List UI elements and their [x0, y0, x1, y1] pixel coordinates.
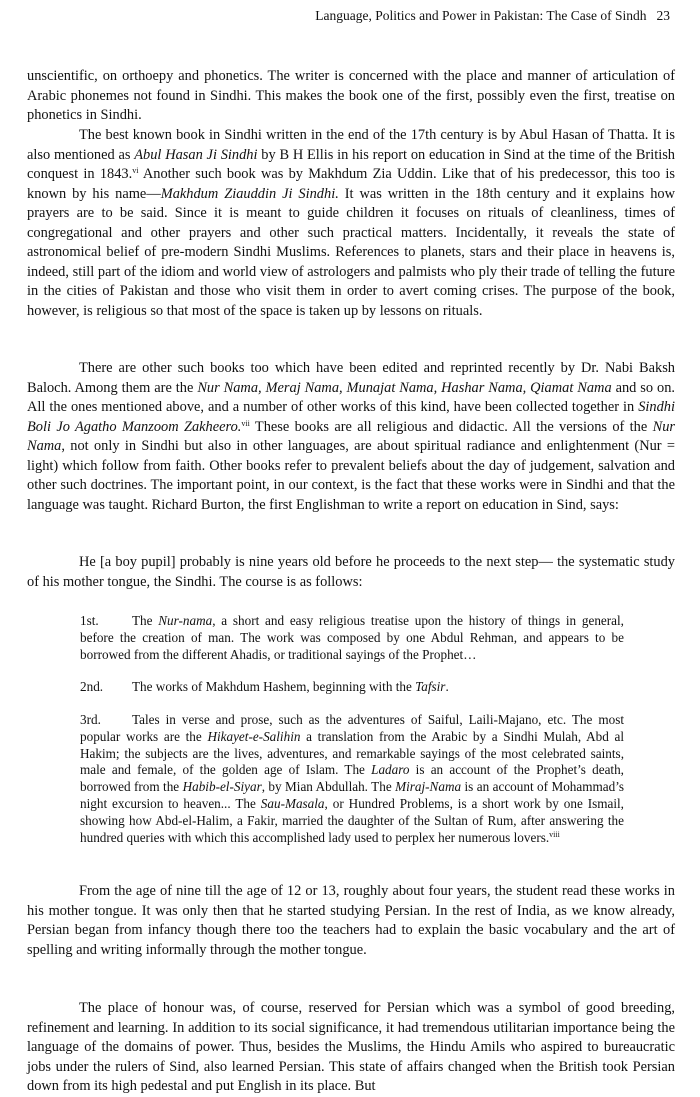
- paragraph-4: He [a boy pupil] probably is nine years old before he proceeds to the next step— the systematic study of his mother tongue, the Sindhi. The course is as follows:: [27, 554, 675, 590]
- paragraph-3: There are other such books too which have been edited and reprinted recently by Dr. Nabi Baksh Baloch. Among them are the Nur Nama, Meraj Nama, Munajat Nama, Hashar Nama, Qiamat Nama and so on. All the ones mentioned above, and a number of other works of this kind, have been collected together in Sindhi Boli Jo Agatho Manzoom Zakheero.$^{vii}$ These books are all religious and didactic. All the versions of the Nur Nama, not only in Sindhi but also in other languages, are about spiritual radiance and enlightenment (Nur = light) which follow from faith. Other books refer to prevalent beliefs about the day of judgement, salvation and other such doctrines. The important point, in our context, is the fact that these works were in Sindhi and that the language was taught. Richard Burton, the first Englishman to write a report on education in Sind, says:: [27, 360, 676, 513]
- footnote-ref[interactable]: viii: [549, 829, 560, 839]
- paragraph-6: The place of honour was, of course, reserved for Persian which was a symbol of good breeding, refinement and learning. In addition to its social significance, it had tremendous utilitarian importance being the language of the domains of power. Thus, besides the Muslims, the Hindu Amils who aspired to bureaucratic jobs under the rulers of Sind, also learned Persian. This state of affairs changed when the British took Persian down from its high pedestal and put English in its place. But: [27, 1000, 675, 1094]
- quote-item-2: 2nd. The works of Makhdum Hashem, beginning with the Tafsir.: [80, 679, 449, 694]
- list-number: 2nd.: [80, 679, 104, 694]
- list-number: 1st.: [80, 613, 99, 628]
- page-number: 23: [656, 8, 670, 23]
- running-header: [315, 8, 670, 24]
- list-number: 3rd.: [80, 712, 101, 727]
- paragraph-1: unscientific, on orthoepy and phonetics. The writer is concerned with the place and manner of articulation of Arabic phonemes not found in Sindhi. This makes the book one of the first, possibly even the first, treatise on phonetics in Sindhi.: [27, 68, 675, 123]
- footnote-ref[interactable]: vii: [241, 418, 250, 428]
- running-title: Language, Politics and Power in Pakistan: The Case of Sindh: [315, 8, 647, 23]
- footnote-ref[interactable]: vi: [132, 166, 139, 175]
- quote-item-3: 3rd. Tales in verse and prose, such as the adventures of Saiful, Laili-Majano, etc. The most popular works are the Hikayet-e-Salihin a translation from the Arabic by a Sindhi Mulah, Abd al Hakim; the subjects are the lives, adventures, and remarkable sayings of the most celebrated saints, male and female, of the golden age of Islam. The Ladaro is an account of the Prophet’s death, borrowed from the Habib-el-Siyar, by Mian Abdullah. The Miraj-Nama is an account of Mohammad’s night excursion to heaven... The Sau-Masala, or Hundred Problems, is a short work by one Ismail, showing how Abd-el-Halim, a Fakir, married the daughter of the Sultan of Rum, after answering the hundred queries with which this accomplished lady used to perplex her numerous lovers.$^{viii}$: [80, 712, 625, 845]
- paragraph-2: The best known book in Sindhi written in the end of the 17th century is by Abul Hasan of Thatta. It is also mentioned as Abul Hasan Ji Sindhi by B H Ellis in his report on education in Sind at the time of the British conquest in 1843.$^{vi}$ Another such book was by Makhdum Zia Uddin. Like that of his predecessor, this too is known by his name—Makhdum Ziauddin Ji Sindhi. It was written in the 18th century and it explains how prayers are to be said. Since it is meant to guide children it focuses on rituals of cleanliness, times of congregational and other prayers and other such practical matters. Incidentally, it reveals the state of astronomical belief of pre-modern Sindhi Muslims. References to planets, stars and their place in heavens is, indeed, still part of the idiom and world view of astrologers and palmists who ply their trade of telling the future in the cities of Pakistan and those who visit them in order to avert coming crises. The purpose of the book, however, is religious so that most of the space is taken up by lessons on rituals.: [27, 127, 675, 319]
- paragraph-5: From the age of nine till the age of 12 or 13, roughly about four years, the student read these works in his mother tongue. It was only then that he started studying Persian. In the rest of India, as we know already, Persian began from infancy though there too the teachers had to explain the basic vocabulary and the art of spelling and writing informally through the mother tongue.: [27, 883, 675, 958]
- quote-item-1: 1st. The Nur-nama, a short and easy religious treatise upon the history of things in general, before the creation of man. The work was composed by one Abdul Rehman, and appears to be borrowed from the different Ahadis, or traditional sayings of the Prophet…: [80, 613, 624, 662]
